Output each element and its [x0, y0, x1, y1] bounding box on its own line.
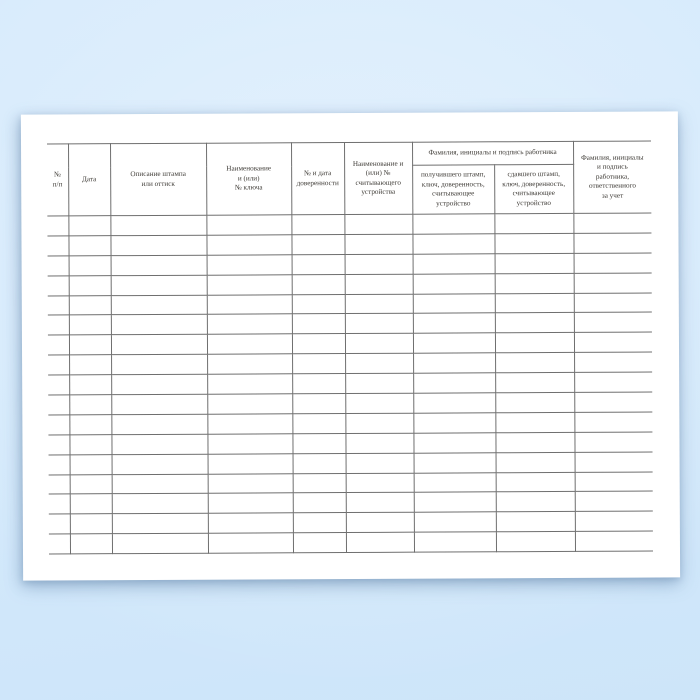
empty-cell: [206, 235, 291, 255]
empty-cell: [292, 254, 345, 274]
empty-cell: [111, 434, 207, 454]
header-row-top: [47, 141, 651, 167]
empty-cell: [207, 414, 292, 434]
empty-cell: [495, 293, 574, 313]
empty-cell: [574, 253, 652, 273]
empty-cell: [414, 492, 496, 512]
empty-cell: [112, 474, 208, 494]
empty-cell: [69, 315, 111, 335]
empty-cell: [48, 435, 69, 455]
empty-cell: [345, 393, 413, 413]
empty-cell: [292, 374, 345, 394]
empty-cell: [69, 395, 111, 415]
empty-cell: [69, 275, 111, 295]
empty-cell: [292, 394, 345, 414]
col-header-responsible: Фамилия, инициалы и подпись работника, ответственного за учет: [573, 141, 651, 213]
empty-cell: [345, 274, 413, 294]
empty-cell: [47, 236, 68, 256]
empty-cell: [573, 233, 651, 253]
empty-cell: [207, 274, 292, 294]
empty-cell: [292, 413, 345, 433]
empty-cell: [110, 235, 206, 255]
empty-cell: [346, 473, 414, 493]
empty-cell: [495, 412, 574, 432]
empty-cell: [208, 453, 293, 473]
journal-table: [47, 141, 653, 555]
empty-cell: [292, 334, 345, 354]
empty-cell: [345, 433, 413, 453]
empty-cell: [49, 474, 70, 494]
journal-table-body: [47, 213, 653, 554]
col-header-attorney: № и дата доверенности: [291, 143, 344, 215]
empty-cell: [494, 213, 573, 233]
empty-cell: [496, 452, 575, 472]
empty-cell: [47, 216, 68, 236]
empty-cell: [496, 512, 575, 532]
empty-cell: [494, 233, 573, 253]
empty-cell: [344, 214, 412, 234]
empty-cell: [495, 333, 574, 353]
empty-cell: [413, 433, 495, 453]
empty-cell: [48, 256, 69, 276]
empty-cell: [207, 255, 292, 275]
empty-cell: [345, 413, 413, 433]
empty-cell: [208, 473, 293, 493]
empty-cell: [574, 352, 652, 372]
empty-cell: [70, 494, 112, 514]
empty-cell: [344, 234, 412, 254]
empty-cell: [413, 254, 495, 274]
empty-cell: [111, 275, 207, 295]
table-row: [49, 531, 653, 554]
empty-cell: [207, 374, 292, 394]
empty-cell: [412, 234, 494, 254]
empty-cell: [207, 394, 292, 414]
empty-cell: [413, 373, 495, 393]
col-group-header-employee-signature: Фамилия, инициалы и подпись работника: [412, 141, 573, 165]
empty-cell: [48, 335, 69, 355]
empty-cell: [68, 236, 110, 256]
empty-cell: [48, 276, 69, 296]
empty-cell: [70, 454, 112, 474]
col-header-received-by: получившего штамп, ключ, доверенность, считывающее устройство: [412, 165, 494, 214]
empty-cell: [291, 234, 344, 254]
empty-cell: [70, 474, 112, 494]
empty-cell: [495, 273, 574, 293]
empty-cell: [112, 494, 208, 514]
empty-cell: [345, 294, 413, 314]
empty-cell: [413, 313, 495, 333]
empty-cell: [495, 313, 574, 333]
col-header-row-number: № п/п: [47, 144, 68, 216]
empty-cell: [292, 354, 345, 374]
empty-cell: [111, 394, 207, 414]
empty-cell: [293, 453, 346, 473]
empty-cell: [414, 512, 496, 532]
empty-cell: [68, 216, 110, 236]
empty-cell: [111, 255, 207, 275]
empty-cell: [69, 355, 111, 375]
empty-cell: [292, 294, 345, 314]
empty-cell: [292, 433, 345, 453]
empty-cell: [413, 353, 495, 373]
empty-cell: [575, 491, 653, 511]
empty-cell: [111, 374, 207, 394]
col-header-stamp-description: Описание штампа или оттиск: [110, 143, 206, 215]
empty-cell: [70, 534, 112, 554]
empty-cell: [346, 532, 414, 552]
empty-cell: [49, 514, 70, 534]
empty-cell: [575, 511, 653, 531]
empty-cell: [574, 392, 652, 412]
empty-cell: [69, 434, 111, 454]
empty-cell: [574, 432, 652, 452]
empty-cell: [575, 452, 653, 472]
empty-cell: [293, 513, 346, 533]
empty-cell: [111, 354, 207, 374]
empty-cell: [495, 432, 574, 452]
empty-cell: [111, 414, 207, 434]
empty-cell: [495, 392, 574, 412]
empty-cell: [346, 493, 414, 513]
empty-cell: [346, 453, 414, 473]
empty-cell: [575, 472, 653, 492]
empty-cell: [413, 393, 495, 413]
empty-cell: [496, 532, 575, 552]
empty-cell: [49, 455, 70, 475]
empty-cell: [574, 312, 652, 332]
empty-cell: [414, 472, 496, 492]
empty-cell: [49, 534, 70, 554]
empty-cell: [69, 295, 111, 315]
empty-cell: [573, 213, 651, 233]
empty-cell: [413, 413, 495, 433]
empty-cell: [48, 415, 69, 435]
empty-cell: [291, 215, 344, 235]
empty-cell: [111, 335, 207, 355]
empty-cell: [495, 253, 574, 273]
empty-cell: [495, 373, 574, 393]
empty-cell: [345, 314, 413, 334]
empty-cell: [48, 395, 69, 415]
empty-cell: [293, 533, 346, 553]
empty-cell: [112, 533, 208, 553]
col-header-key-name: Наименование и (или) № ключа: [206, 143, 291, 215]
empty-cell: [496, 472, 575, 492]
empty-cell: [574, 412, 652, 432]
empty-cell: [575, 531, 653, 551]
col-header-returned-by: сдавшего штамп, ключ, доверенность, считывающее устройство: [494, 164, 573, 213]
empty-cell: [413, 333, 495, 353]
empty-cell: [69, 415, 111, 435]
empty-cell: [495, 353, 574, 373]
col-header-reader-device: Наименование и (или) № считывающего устройства: [344, 142, 412, 214]
empty-cell: [293, 493, 346, 513]
empty-cell: [207, 354, 292, 374]
empty-cell: [69, 375, 111, 395]
empty-cell: [111, 315, 207, 335]
empty-cell: [208, 513, 293, 533]
empty-cell: [48, 355, 69, 375]
empty-cell: [207, 334, 292, 354]
empty-cell: [292, 274, 345, 294]
empty-cell: [345, 353, 413, 373]
journal-table-header: [47, 141, 651, 216]
empty-cell: [345, 254, 413, 274]
empty-cell: [70, 514, 112, 534]
empty-cell: [112, 454, 208, 474]
empty-cell: [345, 334, 413, 354]
empty-cell: [574, 332, 652, 352]
empty-cell: [207, 434, 292, 454]
empty-cell: [208, 493, 293, 513]
empty-cell: [413, 273, 495, 293]
empty-cell: [48, 375, 69, 395]
empty-cell: [412, 214, 494, 234]
empty-cell: [112, 514, 208, 534]
empty-cell: [346, 513, 414, 533]
paper-sheet: [21, 111, 680, 580]
empty-cell: [574, 293, 652, 313]
empty-cell: [345, 373, 413, 393]
empty-cell: [574, 273, 652, 293]
empty-cell: [413, 293, 495, 313]
empty-cell: [69, 255, 111, 275]
empty-cell: [414, 532, 496, 552]
empty-cell: [111, 295, 207, 315]
empty-cell: [48, 315, 69, 335]
empty-cell: [48, 295, 69, 315]
empty-cell: [69, 335, 111, 355]
empty-cell: [414, 452, 496, 472]
empty-cell: [110, 215, 206, 235]
empty-cell: [574, 372, 652, 392]
col-header-date: Дата: [68, 144, 110, 216]
empty-cell: [207, 294, 292, 314]
empty-cell: [293, 473, 346, 493]
empty-cell: [207, 314, 292, 334]
empty-cell: [49, 494, 70, 514]
empty-cell: [208, 533, 293, 553]
empty-cell: [496, 492, 575, 512]
empty-cell: [292, 314, 345, 334]
empty-cell: [206, 215, 291, 235]
